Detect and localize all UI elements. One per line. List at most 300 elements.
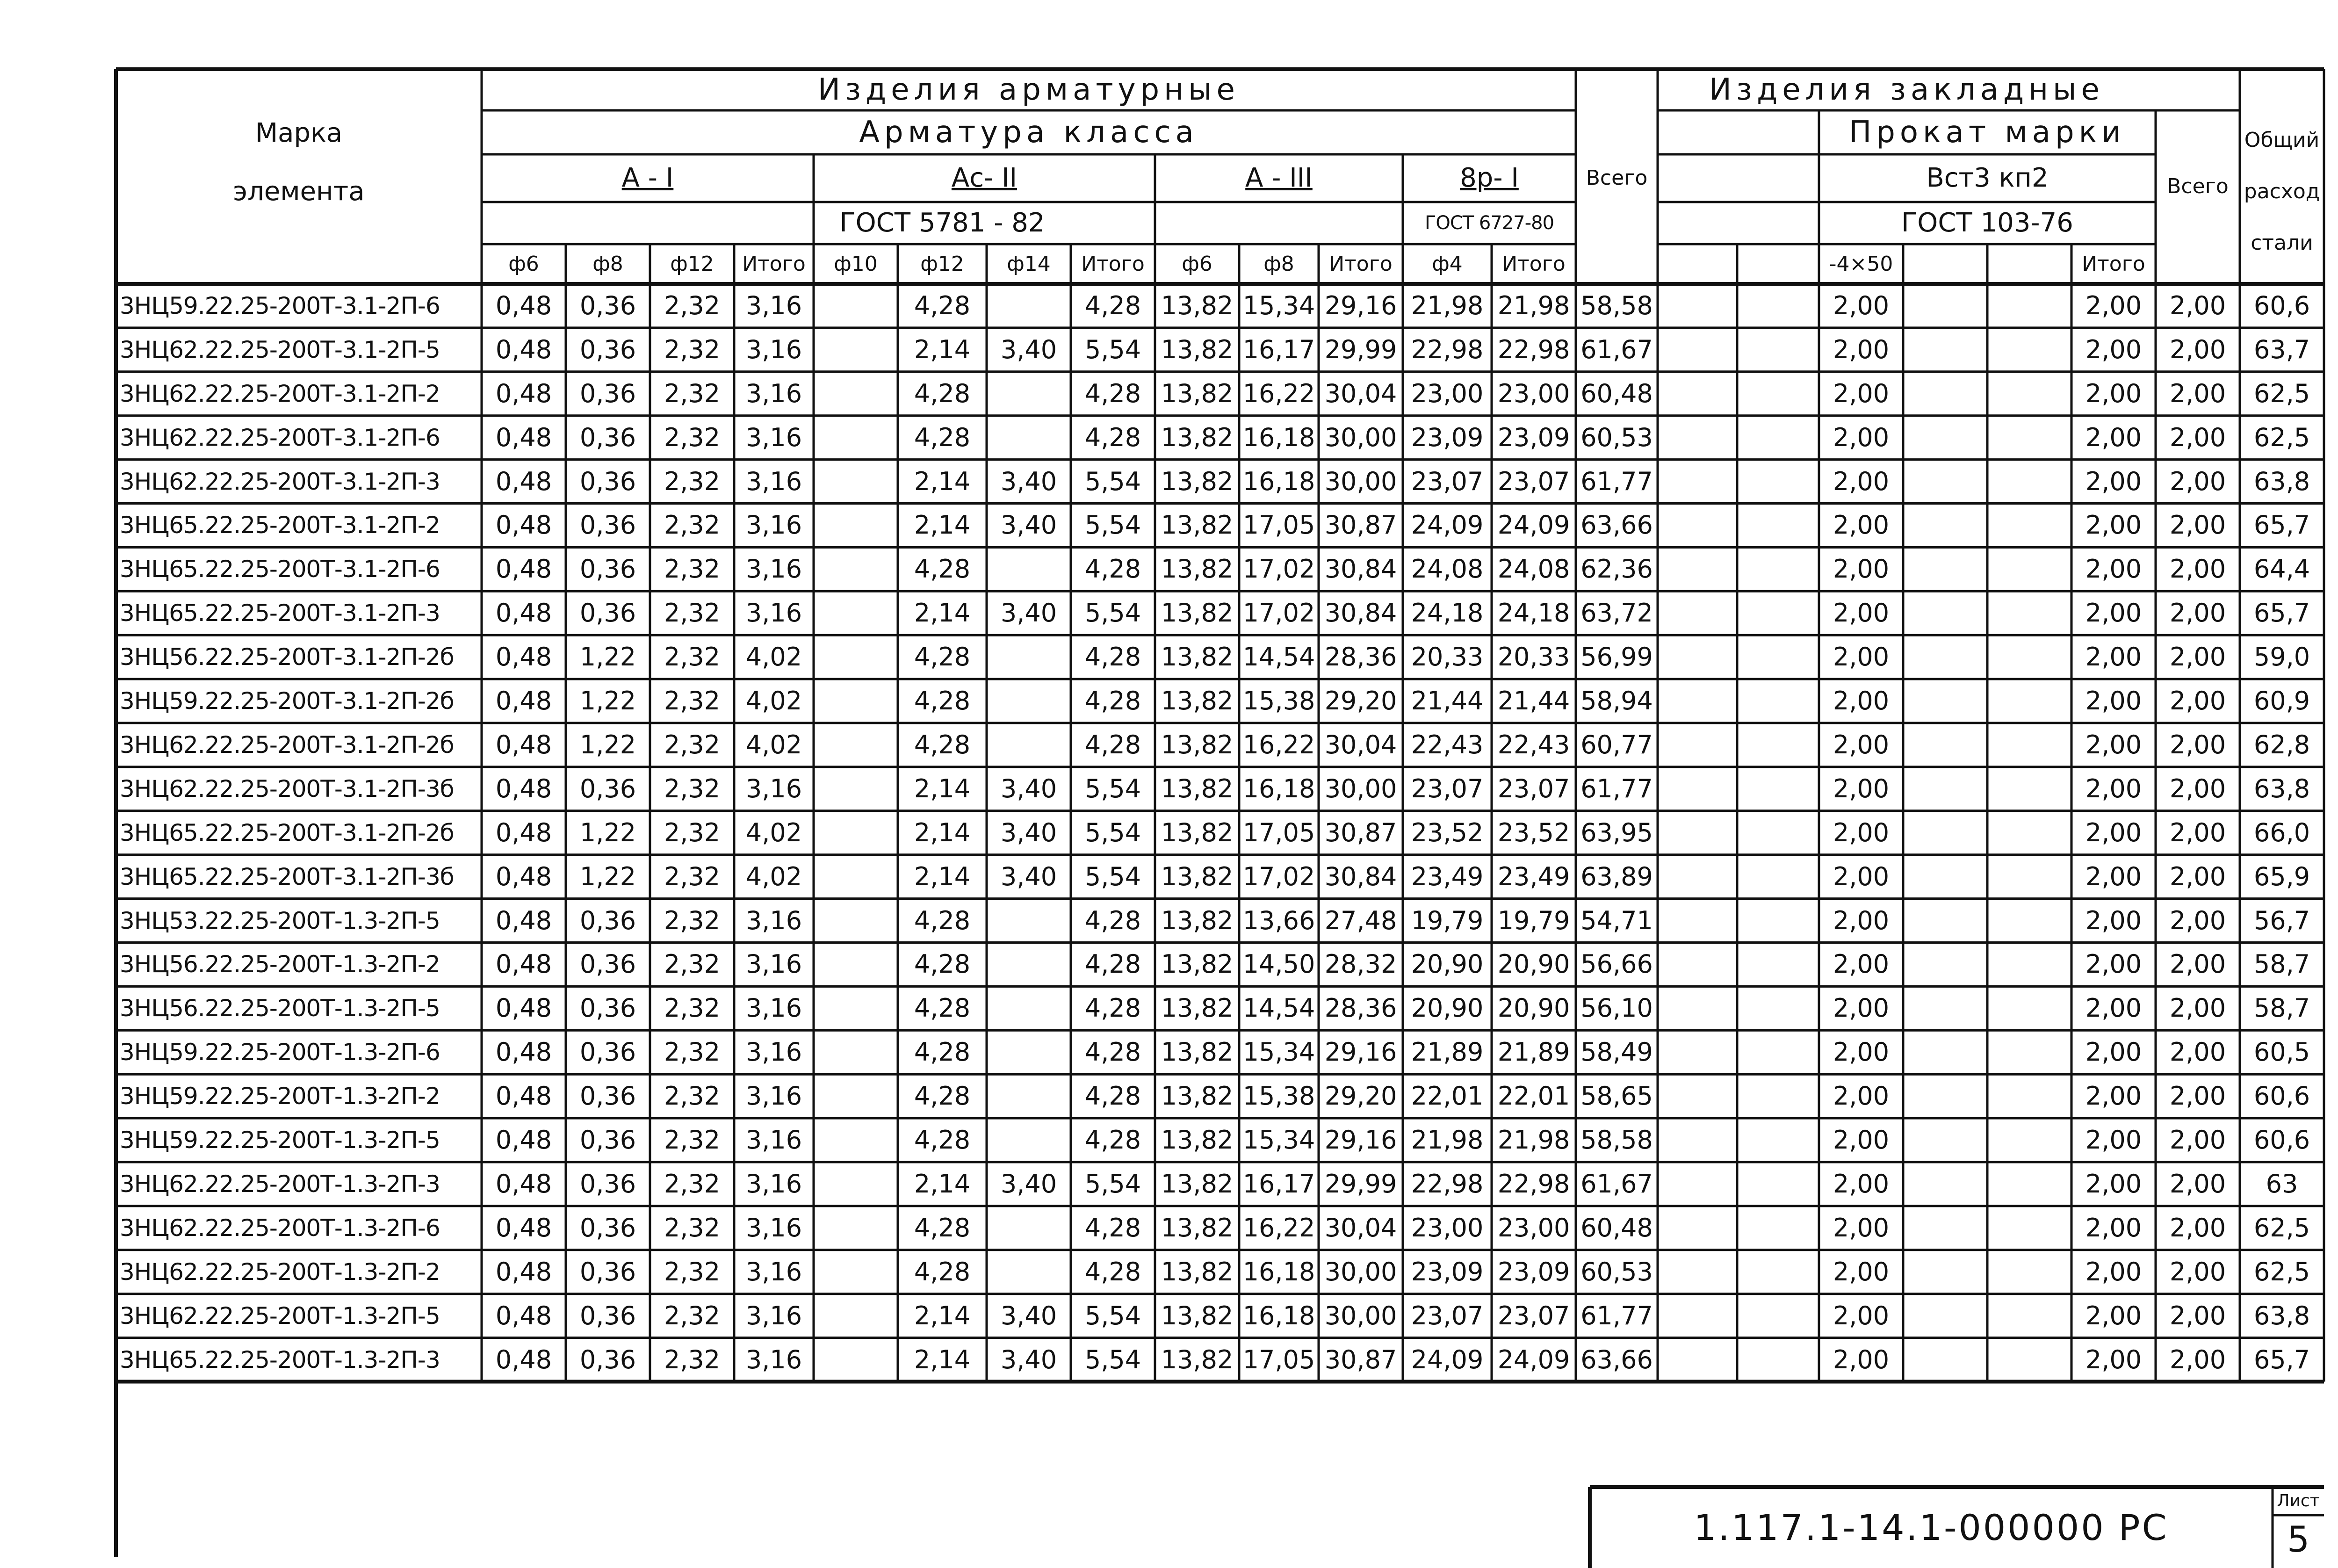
table-cell: 20,90 — [1497, 993, 1570, 1023]
table-cell: 4,28 — [914, 993, 971, 1023]
table-cell: 4,28 — [1084, 730, 1141, 759]
element-mark: 3НЦ56.22.25-200Т-1.3-2П-2 — [120, 951, 440, 978]
table-cell: 4,28 — [914, 905, 971, 935]
table-cell: 2,00 — [2085, 1257, 2142, 1286]
gost-5781-header: ГОСТ 5781 - 82 — [839, 208, 1045, 238]
table-cell: 19,79 — [1497, 905, 1570, 935]
table-cell: 60,53 — [1580, 1257, 1653, 1286]
table-cell: 2,00 — [1833, 334, 1890, 364]
table-cell: 13,82 — [1161, 554, 1234, 584]
table-cell: 16,17 — [1242, 334, 1315, 364]
table-cell: 2,00 — [2169, 905, 2226, 935]
table-cell: 16,18 — [1242, 773, 1315, 803]
table-cell: 30,00 — [1324, 466, 1397, 496]
table-cell: 2,32 — [664, 1301, 721, 1330]
table-cell: 13,82 — [1161, 686, 1234, 716]
table-cell: 62,36 — [1580, 554, 1653, 584]
table-cell: 2,00 — [2085, 773, 2142, 803]
table-cell: 21,89 — [1411, 1037, 1484, 1067]
table-cell: 17,02 — [1242, 598, 1315, 628]
table-cell: 2,00 — [2085, 1169, 2142, 1199]
table-cell: 2,14 — [914, 466, 971, 496]
table-cell: 20,90 — [1411, 993, 1484, 1023]
table-cell: 4,28 — [914, 422, 971, 452]
table-cell: 4,28 — [1084, 1037, 1141, 1067]
table-cell: 28,36 — [1324, 993, 1397, 1023]
table-cell: 13,82 — [1161, 730, 1234, 759]
table-cell: 0,48 — [495, 686, 552, 716]
table-cell: 2,00 — [2085, 554, 2142, 584]
table-cell: 2,00 — [2169, 378, 2226, 408]
table-cell: 2,00 — [1833, 730, 1890, 759]
table-cell: 24,09 — [1411, 510, 1484, 540]
table-cell: 2,00 — [2169, 290, 2226, 320]
table-cell: 2,00 — [1833, 1037, 1890, 1067]
total-rebar-header: Всего — [1586, 166, 1648, 190]
table-cell: 60,77 — [1580, 730, 1653, 759]
table-cell: 2,32 — [664, 642, 721, 672]
table-cell: 13,82 — [1161, 993, 1234, 1023]
element-mark: 3НЦ62.22.25-200Т-3.1-2П-3 — [120, 468, 440, 495]
table-cell: 22,98 — [1411, 1169, 1484, 1199]
table-cell: 3,40 — [1000, 817, 1057, 847]
table-cell: 15,34 — [1242, 1125, 1315, 1155]
table-cell: 13,82 — [1161, 861, 1234, 891]
table-cell: 13,82 — [1161, 1169, 1234, 1199]
table-cell: 0,36 — [579, 1344, 636, 1374]
table-cell: 63,66 — [1580, 510, 1653, 540]
table-cell: 2,14 — [914, 861, 971, 891]
table-cell: 3,40 — [1000, 1169, 1057, 1199]
element-mark: 3НЦ62.22.25-200Т-3.1-2П-3б — [120, 775, 454, 802]
table-cell: 3,40 — [1000, 334, 1057, 364]
table-cell: 28,32 — [1324, 949, 1397, 979]
table-cell: 3,40 — [1000, 598, 1057, 628]
table-cell: 2,32 — [664, 1125, 721, 1155]
table-cell: 3,40 — [1000, 861, 1057, 891]
element-mark: 3НЦ62.22.25-200Т-3.1-2П-2 — [120, 380, 440, 407]
table-cell: 3,16 — [745, 1213, 802, 1243]
table-cell: 20,33 — [1411, 642, 1484, 672]
element-mark: 3НЦ65.22.25-200Т-3.1-2П-2 — [120, 512, 440, 539]
table-cell: 2,00 — [1833, 598, 1890, 628]
table-cell: 2,00 — [2169, 642, 2226, 672]
table-cell: 61,77 — [1580, 466, 1653, 496]
table-cell: 16,18 — [1242, 1301, 1315, 1330]
table-cell: 4,28 — [914, 1257, 971, 1286]
element-mark: 3НЦ62.22.25-200Т-1.3-2П-5 — [120, 1302, 440, 1330]
table-cell: 29,20 — [1324, 686, 1397, 716]
table-cell: 13,82 — [1161, 1125, 1234, 1155]
table-cell: 4,28 — [1084, 422, 1141, 452]
element-mark: 3НЦ62.22.25-200Т-1.3-2П-2 — [120, 1258, 440, 1286]
table-cell: 2,32 — [664, 949, 721, 979]
table-cell: 4,28 — [914, 686, 971, 716]
table-cell: 30,87 — [1324, 510, 1397, 540]
table-cell: 2,00 — [2085, 1344, 2142, 1374]
table-cell: 13,82 — [1161, 1037, 1234, 1067]
table-cell: 30,04 — [1324, 730, 1397, 759]
table-cell: 22,98 — [1497, 1169, 1570, 1199]
table-cell: 24,09 — [1411, 1344, 1484, 1374]
table-cell: 4,28 — [1084, 1125, 1141, 1155]
table-cell: 5,54 — [1084, 773, 1141, 803]
sub-column-header: Итого — [742, 252, 806, 276]
sub-column-header: Итого — [1081, 252, 1145, 276]
table-cell: 2,00 — [2169, 510, 2226, 540]
table-cell: 58,94 — [1580, 686, 1653, 716]
table-cell: 13,82 — [1161, 773, 1234, 803]
table-cell: 1,22 — [579, 817, 636, 847]
table-cell: 2,00 — [2085, 905, 2142, 935]
table-cell: 2,00 — [2169, 730, 2226, 759]
table-cell: 5,54 — [1084, 817, 1141, 847]
table-cell: 0,48 — [495, 905, 552, 935]
table-cell: 5,54 — [1084, 1344, 1141, 1374]
gost-6727-header: ГОСТ 6727-80 — [1424, 212, 1554, 234]
table-cell: 21,98 — [1411, 1125, 1484, 1155]
table-cell: 19,79 — [1411, 905, 1484, 935]
sub-column-header: ф8 — [1263, 252, 1294, 276]
table-cell: 2,00 — [2085, 466, 2142, 496]
table-cell: 2,00 — [2169, 1081, 2226, 1111]
table-cell: 63,8 — [2253, 466, 2310, 496]
table-cell: 62,5 — [2253, 1213, 2310, 1243]
table-cell: 2,00 — [2169, 993, 2226, 1023]
table-cell: 17,05 — [1242, 817, 1315, 847]
table-cell: 2,32 — [664, 1344, 721, 1374]
table-cell: 23,00 — [1411, 378, 1484, 408]
table-cell: 4,28 — [1084, 642, 1141, 672]
table-cell: 0,36 — [579, 949, 636, 979]
table-cell: 2,00 — [2169, 1301, 2226, 1330]
element-mark: 3НЦ59.22.25-200Т-1.3-2П-6 — [120, 1039, 440, 1066]
table-cell: 65,7 — [2253, 510, 2310, 540]
element-mark: 3НЦ59.22.25-200Т-3.1-2П-2б — [120, 687, 454, 715]
table-cell: 28,36 — [1324, 642, 1397, 672]
class-a3-header: А - III — [1245, 163, 1313, 193]
table-cell: 5,54 — [1084, 861, 1141, 891]
table-cell: 21,44 — [1411, 686, 1484, 716]
table-cell: 3,16 — [745, 1257, 802, 1286]
table-cell: 0,48 — [495, 378, 552, 408]
element-mark: 3НЦ59.22.25-200Т-1.3-2П-5 — [120, 1127, 440, 1154]
table-cell: 2,32 — [664, 1169, 721, 1199]
table-cell: 2,14 — [914, 1169, 971, 1199]
table-cell: 4,28 — [914, 642, 971, 672]
table-cell: 60,6 — [2253, 1125, 2310, 1155]
table-cell: 13,82 — [1161, 378, 1234, 408]
sub-column-header: ф14 — [1007, 252, 1051, 276]
table-cell: 2,00 — [2085, 1037, 2142, 1067]
table-cell: 1,22 — [579, 686, 636, 716]
table-cell: 5,54 — [1084, 510, 1141, 540]
rolled-grade-header: Прокат марки — [1849, 115, 2126, 150]
sub-column-header: ф6 — [508, 252, 539, 276]
table-cell: 58,58 — [1580, 290, 1653, 320]
table-cell: 13,82 — [1161, 949, 1234, 979]
table-cell: 13,82 — [1161, 598, 1234, 628]
table-cell: 30,84 — [1324, 598, 1397, 628]
table-cell: 16,17 — [1242, 1169, 1315, 1199]
table-cell: 0,36 — [579, 993, 636, 1023]
table-cell: 3,16 — [745, 378, 802, 408]
gost-103-header: ГОСТ 103-76 — [1901, 208, 2073, 238]
table-cell: 24,18 — [1497, 598, 1570, 628]
element-mark: 3НЦ56.22.25-200Т-3.1-2П-2б — [120, 643, 454, 671]
table-cell: 5,54 — [1084, 1169, 1141, 1199]
table-cell: 2,32 — [664, 1257, 721, 1286]
table-cell: 16,18 — [1242, 422, 1315, 452]
rebar-class-header: Арматура класса — [859, 115, 1198, 150]
table-cell: 13,82 — [1161, 334, 1234, 364]
table-cell: 22,01 — [1497, 1081, 1570, 1111]
sub-column-header: -4×50 — [1829, 252, 1893, 276]
table-cell: 2,00 — [2085, 730, 2142, 759]
table-cell: 22,98 — [1497, 334, 1570, 364]
table-cell: 0,48 — [495, 1301, 552, 1330]
table-cell: 13,82 — [1161, 1301, 1234, 1330]
table-cell: 2,00 — [2085, 1081, 2142, 1111]
element-mark: 3НЦ65.22.25-200Т-3.1-2П-3 — [120, 600, 440, 627]
table-cell: 0,36 — [579, 1081, 636, 1111]
table-cell: 13,82 — [1161, 1081, 1234, 1111]
table-cell: 2,00 — [1833, 1169, 1890, 1199]
mark-header: Марка — [255, 118, 343, 148]
table-cell: 0,48 — [495, 554, 552, 584]
table-cell: 29,20 — [1324, 1081, 1397, 1111]
table-cell: 64,4 — [2253, 554, 2310, 584]
table-cell: 22,98 — [1411, 334, 1484, 364]
table-cell: 30,84 — [1324, 554, 1397, 584]
table-cell: 13,82 — [1161, 905, 1234, 935]
table-cell: 2,00 — [1833, 861, 1890, 891]
table-cell: 2,32 — [664, 378, 721, 408]
table-cell: 5,54 — [1084, 466, 1141, 496]
table-cell: 21,89 — [1497, 1037, 1570, 1067]
table-cell: 23,07 — [1497, 1301, 1570, 1330]
table-cell: 14,54 — [1242, 993, 1315, 1023]
table-cell: 29,99 — [1324, 334, 1397, 364]
table-cell: 61,77 — [1580, 1301, 1653, 1330]
table-cell: 23,09 — [1497, 1257, 1570, 1286]
table-cell: 24,08 — [1497, 554, 1570, 584]
table-cell: 23,52 — [1497, 817, 1570, 847]
table-cell: 4,28 — [914, 1125, 971, 1155]
table-cell: 0,48 — [495, 1257, 552, 1286]
table-cell: 0,48 — [495, 1037, 552, 1067]
steel-grade-header: Вст3 кп2 — [1926, 163, 2049, 193]
table-cell: 65,9 — [2253, 861, 2310, 891]
table-cell: 3,40 — [1000, 510, 1057, 540]
table-cell: 4,28 — [1084, 1213, 1141, 1243]
table-cell: 2,00 — [2085, 422, 2142, 452]
table-cell: 4,28 — [1084, 993, 1141, 1023]
mark-header: элемента — [233, 176, 365, 207]
table-cell: 62,5 — [2253, 378, 2310, 408]
table-cell: 56,7 — [2253, 905, 2310, 935]
table-cell: 2,14 — [914, 1301, 971, 1330]
table-cell: 2,00 — [2169, 1125, 2226, 1155]
table-cell: 2,00 — [1833, 817, 1890, 847]
table-cell: 2,00 — [2085, 993, 2142, 1023]
table-cell: 5,54 — [1084, 334, 1141, 364]
table-cell: 13,82 — [1161, 817, 1234, 847]
sub-column-header: ф10 — [834, 252, 878, 276]
table-cell: 30,00 — [1324, 422, 1397, 452]
table-cell: 58,7 — [2253, 993, 2310, 1023]
table-cell: 2,32 — [664, 861, 721, 891]
table-cell: 2,00 — [2085, 1301, 2142, 1330]
table-cell: 13,82 — [1161, 1344, 1234, 1374]
element-mark: 3НЦ62.22.25-200Т-1.3-2П-6 — [120, 1214, 440, 1242]
table-cell: 4,02 — [745, 861, 802, 891]
table-cell: 2,00 — [2085, 686, 2142, 716]
table-cell: 2,00 — [1833, 905, 1890, 935]
table-cell: 0,36 — [579, 1257, 636, 1286]
table-cell: 2,00 — [2085, 598, 2142, 628]
table-cell: 56,10 — [1580, 993, 1653, 1023]
table-cell: 2,14 — [914, 1344, 971, 1374]
element-mark: 3НЦ65.22.25-200Т-3.1-2П-2б — [120, 819, 454, 846]
steel-total-header: Общий — [2244, 128, 2320, 152]
table-cell: 60,48 — [1580, 1213, 1653, 1243]
table-cell: 3,16 — [745, 510, 802, 540]
table-cell: 23,07 — [1411, 466, 1484, 496]
table-cell: 23,07 — [1411, 773, 1484, 803]
table-cell: 15,34 — [1242, 1037, 1315, 1067]
table-cell: 4,02 — [745, 817, 802, 847]
table-cell: 23,49 — [1497, 861, 1570, 891]
steel-total-header: стали — [2251, 231, 2313, 255]
table-cell: 3,16 — [745, 1081, 802, 1111]
table-cell: 3,16 — [745, 773, 802, 803]
total-embedded-header: Всего — [2167, 174, 2229, 198]
table-cell: 24,18 — [1411, 598, 1484, 628]
table-cell: 2,00 — [1833, 378, 1890, 408]
table-cell: 2,00 — [2169, 1257, 2226, 1286]
table-cell: 4,28 — [914, 290, 971, 320]
table-cell: 2,32 — [664, 905, 721, 935]
table-cell: 16,18 — [1242, 1257, 1315, 1286]
table-cell: 60,53 — [1580, 422, 1653, 452]
element-mark: 3НЦ62.22.25-200Т-1.3-2П-3 — [120, 1170, 440, 1198]
table-cell: 66,0 — [2253, 817, 2310, 847]
table-cell: 23,07 — [1411, 1301, 1484, 1330]
table-cell: 13,82 — [1161, 290, 1234, 320]
table-cell: 4,28 — [1084, 905, 1141, 935]
table-cell: 2,32 — [664, 1037, 721, 1067]
table-cell: 2,00 — [2169, 861, 2226, 891]
table-cell: 3,16 — [745, 1037, 802, 1067]
table-cell: 2,00 — [2085, 334, 2142, 364]
table-cell: 0,36 — [579, 1213, 636, 1243]
table-cell: 4,28 — [914, 730, 971, 759]
table-cell: 24,09 — [1497, 1344, 1570, 1374]
table-cell: 2,00 — [2085, 378, 2142, 408]
table-cell: 4,28 — [914, 1213, 971, 1243]
table-cell: 17,05 — [1242, 510, 1315, 540]
table-cell: 3,40 — [1000, 773, 1057, 803]
table-cell: 63,66 — [1580, 1344, 1653, 1374]
table-cell: 23,00 — [1411, 1213, 1484, 1243]
table-cell: 16,22 — [1242, 1213, 1315, 1243]
table-cell: 2,00 — [1833, 1125, 1890, 1155]
table-cell: 0,36 — [579, 290, 636, 320]
table-cell: 5,54 — [1084, 598, 1141, 628]
table-cell: 2,32 — [664, 1213, 721, 1243]
table-cell: 2,00 — [2085, 290, 2142, 320]
table-cell: 24,09 — [1497, 510, 1570, 540]
table-cell: 63,8 — [2253, 773, 2310, 803]
table-cell: 56,66 — [1580, 949, 1653, 979]
table-cell: 0,36 — [579, 466, 636, 496]
table-cell: 60,6 — [2253, 1081, 2310, 1111]
table-cell: 63,8 — [2253, 1301, 2310, 1330]
table-cell: 3,40 — [1000, 1344, 1057, 1374]
table-cell: 23,09 — [1497, 422, 1570, 452]
sub-column-header: Итого — [1502, 252, 1566, 276]
table-cell: 21,98 — [1497, 1125, 1570, 1155]
table-cell: 23,00 — [1497, 1213, 1570, 1243]
table-cell: 4,28 — [914, 949, 971, 979]
table-cell: 20,33 — [1497, 642, 1570, 672]
table-cell: 2,32 — [664, 598, 721, 628]
table-cell: 1,22 — [579, 730, 636, 759]
table-cell: 0,36 — [579, 334, 636, 364]
table-cell: 4,02 — [745, 730, 802, 759]
table-cell: 2,00 — [2169, 817, 2226, 847]
table-cell: 2,00 — [1833, 993, 1890, 1023]
table-cell: 14,50 — [1242, 949, 1315, 979]
table-cell: 13,82 — [1161, 1257, 1234, 1286]
table-cell: 30,87 — [1324, 1344, 1397, 1374]
table-cell: 58,7 — [2253, 949, 2310, 979]
table-cell: 2,32 — [664, 334, 721, 364]
table-cell: 2,00 — [2169, 1169, 2226, 1199]
table-cell: 23,09 — [1411, 422, 1484, 452]
sub-column-header: ф6 — [1182, 252, 1212, 276]
table-cell: 0,36 — [579, 905, 636, 935]
table-cell: 63,72 — [1580, 598, 1653, 628]
table-cell: 2,32 — [664, 466, 721, 496]
table-cell: 21,44 — [1497, 686, 1570, 716]
table-cell: 15,38 — [1242, 1081, 1315, 1111]
table-cell: 3,40 — [1000, 1301, 1057, 1330]
table-cell: 3,40 — [1000, 466, 1057, 496]
table-cell: 2,00 — [2169, 334, 2226, 364]
table-cell: 23,52 — [1411, 817, 1484, 847]
table-cell: 2,32 — [664, 1081, 721, 1111]
table-cell: 2,00 — [1833, 949, 1890, 979]
table-cell: 0,48 — [495, 1213, 552, 1243]
table-cell: 0,48 — [495, 466, 552, 496]
table-cell: 0,36 — [579, 1037, 636, 1067]
table-cell: 0,36 — [579, 554, 636, 584]
table-cell: 2,00 — [2085, 1125, 2142, 1155]
table-cell: 1,22 — [579, 642, 636, 672]
sub-column-header: Итого — [2082, 252, 2145, 276]
element-mark: 3НЦ56.22.25-200Т-1.3-2П-5 — [120, 995, 440, 1022]
table-cell: 17,02 — [1242, 554, 1315, 584]
element-mark: 3НЦ65.22.25-200Т-3.1-2П-6 — [120, 556, 440, 583]
table-cell: 2,14 — [914, 598, 971, 628]
table-cell: 0,36 — [579, 1301, 636, 1330]
table-cell: 2,00 — [2169, 773, 2226, 803]
table-cell: 2,00 — [1833, 642, 1890, 672]
table-cell: 0,48 — [495, 642, 552, 672]
table-cell: 61,67 — [1580, 334, 1653, 364]
